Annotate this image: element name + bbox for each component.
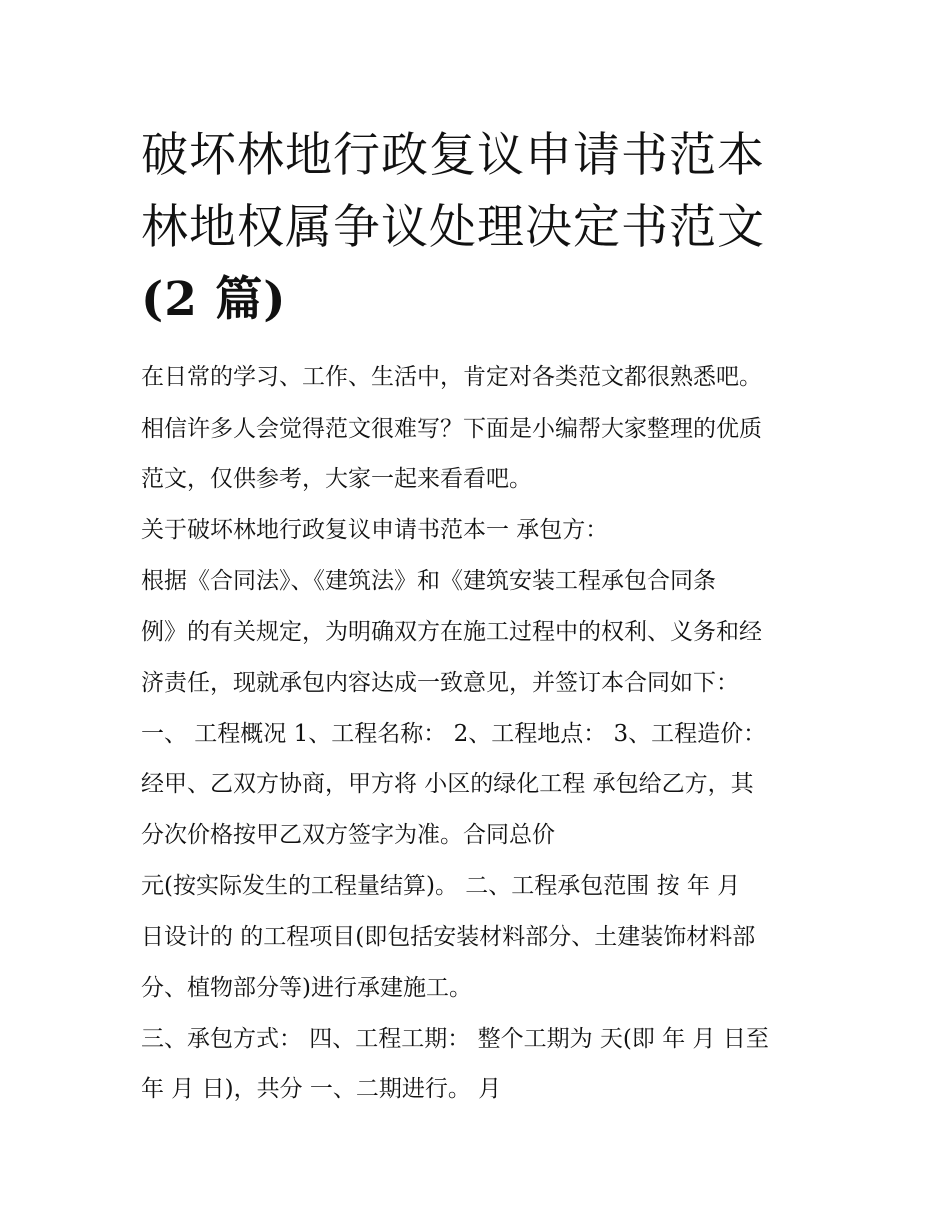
body-line-14: 三、承包方式： 四、工程工期： 整个工期为 天(即 年 月 日至 — [141, 1026, 769, 1052]
body-line-15: 年 月 日)，共分 一、二期进行。 月 — [141, 1076, 502, 1102]
title-line-3: (2 篇) — [141, 272, 287, 327]
body-line-5: 根据《合同法》、《建筑法》和《建筑安装工程承包合同条 — [141, 568, 716, 594]
body-line-8: 一、 工程概况 1、工程名称： 2、工程地点： 3、工程造价： — [141, 721, 767, 747]
body-line-4: 关于破坏林地行政复议申请书范本一 承包方： — [141, 517, 609, 543]
body-line-3: 范文，仅供参考，大家一起来看看吧。 — [141, 466, 532, 492]
body-line-6: 例》的有关规定，为明确双方在施工过程中的权利、义务和经 — [141, 619, 762, 645]
title-line-2: 林地权属争议处理决定书范文 — [141, 200, 765, 255]
body-line-10: 分次价格按甲乙双方签字为准。合同总价 — [141, 822, 555, 848]
title-line-1: 破坏林地行政复议申请书范本 — [141, 128, 765, 183]
body-line-1: 在日常的学习、工作、生活中，肯定对各类范文都很熟悉吧。 — [141, 364, 762, 390]
body-line-9: 经甲、乙双方协商，甲方将 小区的绿化工程 承包给乙方，其 — [141, 771, 754, 797]
body-line-7: 济责任，现就承包内容达成一致意见，并签订本合同如下： — [141, 670, 739, 696]
document-title — [141, 120, 841, 336]
body-line-12: 日设计的 的工程项目(即包括安装材料部分、土建装饰材料部 — [141, 924, 756, 950]
body-line-13: 分、植物部分等)进行承建施工。 — [141, 975, 472, 1001]
body-line-2: 相信许多人会觉得范文很难写？下面是小编帮大家整理的优质 — [141, 416, 762, 442]
body-line-11: 元(按实际发生的工程量结算)。 二、工程承包范围 按 年 月 — [141, 873, 741, 899]
